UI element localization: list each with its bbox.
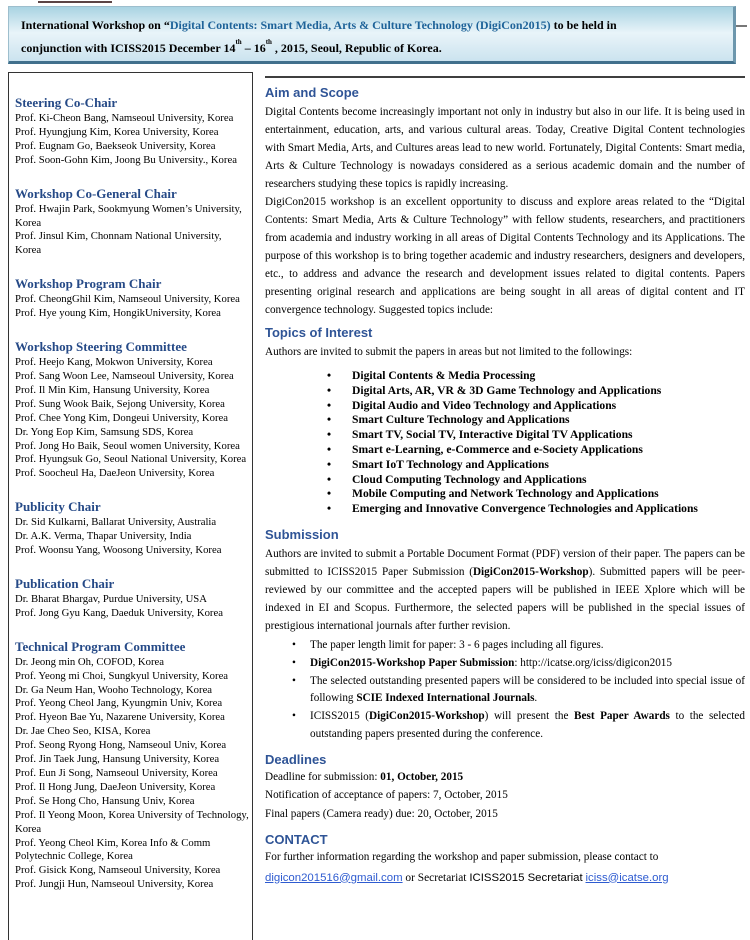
contact-heading: CONTACT <box>265 831 328 847</box>
committee-member: Prof. Eun Ji Song, Namseoul University, Korea <box>15 767 218 779</box>
topic-label: Emerging and Innovative Convergence Technologies and Applications <box>352 502 698 516</box>
topic-item <box>265 458 745 473</box>
text-run: 01, October, 2015 <box>380 770 464 783</box>
text-run: conjunction with ICISS2015 December 14 <box>21 41 236 55</box>
topic-item <box>265 399 745 414</box>
committee-members <box>15 203 250 259</box>
topic-item <box>265 428 745 443</box>
topics-intro: Authors are invited to submit the papers in areas but not limited to the followings: <box>265 346 633 358</box>
committee-section <box>15 185 250 259</box>
committee-section <box>15 275 250 321</box>
topic-label: Smart Culture Technology and Applications <box>352 413 570 427</box>
text-run: ) will present the <box>484 710 575 723</box>
page-edge-artifact <box>38 1 112 3</box>
committee-member: Prof. Se Hong Cho, Hansung Univ, Korea <box>15 794 195 807</box>
text-run: Final papers (Camera ready) due: 20, October, 2015 <box>265 807 498 820</box>
committee-members <box>15 656 250 892</box>
committee-heading: Steering Co-Chair <box>15 95 118 110</box>
bullet-icon: • <box>327 428 332 442</box>
aim-paragraph-1: Digital Contents become increasingly important not only in industry but also in our life. It is being used in entertainment, education, arts, and various cultural areas. Today, Creative Digital Content technologies with Smart Media, Arts, and Cultures areas lead to new world. Fortunately, Digital Contents: Smart media, Arts & Culture Technology is nowadays considered as a serious academic domain and the number of researchers studying these topics is rapidly increasing. <box>265 106 745 190</box>
committee-member: Prof. Ki-Cheon Bang, Namseoul University, Korea <box>15 112 234 124</box>
banner-title <box>21 15 725 58</box>
text-run: DigiCon2015-Workshop Paper Submission <box>310 656 515 669</box>
text-run: ). Submitted papers will be peer-reviewed by our committee and the accepted papers will be published in IEEE Xplore which will be indexed in EI and Scopus. Furthermore, the selected papers will be published in the special issues of prestigious international journals after further revision. <box>265 565 745 632</box>
committee-member: Dr. Jeong min Oh, COFOD, Korea <box>15 655 165 668</box>
committee-member: Prof. Hyungjung Kim, Korea University, Korea <box>15 125 219 138</box>
topic-item <box>265 443 745 458</box>
bullet-icon: • <box>327 502 332 516</box>
committee-section <box>15 94 250 168</box>
committee-heading: Workshop Program Chair <box>15 276 162 292</box>
bullet-icon: • <box>292 638 296 651</box>
committee-member: Prof. Chee Yong Kim, Dongeui University, Korea <box>15 411 229 424</box>
committee-members <box>15 112 250 168</box>
committee-member: Prof. Hye young Kim, HongikUniversity, Korea <box>15 307 221 320</box>
committee-member: Dr. Sid Kulkarni, Ballarat University, Australia <box>15 516 217 529</box>
bullet-icon: • <box>327 472 332 486</box>
topics-list <box>265 369 745 517</box>
text-run: The selected outstanding presented papers will be considered to be included into special issue of following <box>310 674 745 705</box>
topic-label: Digital Arts, AR, VR & 3D Game Technology and Applications <box>352 383 662 397</box>
gmail-link[interactable]: digicon201516@gmail.com <box>265 871 403 884</box>
text-run: Authors are invited to submit a Portable Document Format (PDF) version of their paper. The papers can be submitted to ICISS2015 Paper Submission ( <box>265 547 745 578</box>
topic-label: Smart TV, Social TV, Interactive Digital TV Applications <box>352 428 633 442</box>
deadline-submission <box>265 768 745 787</box>
submission-bullet-text <box>310 655 745 673</box>
committee-member: Prof. Hwajin Park, Sookmyung Women’s University, Korea <box>15 202 242 229</box>
committee-members <box>15 356 250 481</box>
contact-links-line <box>265 869 745 888</box>
bullet-icon: • <box>327 398 332 412</box>
bullet-icon: • <box>327 383 332 397</box>
main-content <box>265 70 745 940</box>
workshop-banner <box>8 6 736 64</box>
text-run: SCIE Indexed International Journals <box>356 692 535 705</box>
aim-and-scope-heading: Aim and Scope <box>265 85 359 100</box>
text-run: Notification of acceptance of papers: 7, October, 2015 <box>265 789 508 802</box>
submission-paragraph <box>265 545 745 635</box>
committee-member: Prof. Woonsu Yang, Woosong University, Korea <box>15 544 222 557</box>
committee-member: Prof. Jungji Hun, Namseoul University, Korea <box>15 878 214 891</box>
committee-member: Prof. CheongGhil Kim, Namseoul University, Korea <box>15 293 240 306</box>
banner-edge-tick <box>736 25 747 27</box>
text-run: th <box>265 37 272 46</box>
committee-section <box>15 638 250 892</box>
text-run: DigiCon2015-Workshop <box>369 710 485 723</box>
committee-heading: Publicity Chair <box>15 499 101 515</box>
committee-heading: Technical Program Committee <box>15 638 186 654</box>
topic-item <box>265 413 745 428</box>
bullet-icon: • <box>327 487 332 501</box>
committee-member: Prof. Sung Wook Baik, Sejong University, Korea <box>15 397 225 410</box>
text-run: : http://icatse.org/iciss/digicon2015 <box>514 656 672 669</box>
committee-member: Prof. Eugnam Go, Baekseok University, Korea <box>15 139 216 152</box>
committee-member: Prof. Il Min Kim, Hansung University, Korea <box>15 383 210 396</box>
committee-member: Prof. Yeong mi Choi, Sungkyul University, Korea <box>15 669 229 682</box>
text-run: , 2015, Seoul, Republic of Korea. <box>271 41 442 55</box>
committee-member: Prof. Jong Gyu Kang, Daeduk University, Korea <box>15 606 223 619</box>
topic-item <box>265 473 745 488</box>
topic-item <box>265 384 745 399</box>
committee-heading: Publication Chair <box>15 575 115 591</box>
topic-item <box>265 487 745 502</box>
committee-member: Dr. Jae Cheo Seo, KISA, Korea <box>15 725 151 738</box>
bullet-icon: • <box>292 656 296 669</box>
committee-member: Prof. Jong Ho Baik, Seoul women University, Korea <box>15 439 240 452</box>
committee-member: Prof. Jin Taek Jung, Hansung University, Korea <box>15 753 220 766</box>
committee-section <box>15 498 250 558</box>
committees-sidebar <box>8 72 253 940</box>
committee-member: Prof. Il Yeong Moon, Korea University of Technology, Korea <box>15 808 249 835</box>
committee-section <box>15 338 250 481</box>
topic-label: Smart IoT Technology and Applications <box>352 457 549 471</box>
committee-member: Prof. Soon-Gohn Kim, Joong Bu University., Korea <box>15 153 237 166</box>
submission-bullet-text <box>310 637 745 655</box>
text-run: th <box>235 37 242 46</box>
committee-member: Dr. A.K. Verma, Thapar University, India <box>15 530 192 543</box>
submission-bullet <box>265 673 745 709</box>
submission-bullet <box>265 637 745 655</box>
text-run: Best Paper Awards <box>574 710 670 723</box>
committee-member: Prof. Jinsul Kim, Chonnam National University, Korea <box>15 230 222 257</box>
topic-item <box>265 502 745 517</box>
text-run: – 16 <box>241 41 266 55</box>
deadlines-heading: Deadlines <box>265 751 327 767</box>
committee-member: Dr. Yong Eop Kim, Samsung SDS, Korea <box>15 425 194 438</box>
text-run: Deadline for submission: <box>265 770 381 783</box>
bullet-icon: • <box>292 674 296 687</box>
committee-member: Prof. Il Hong Jung, DaeJeon University, Korea <box>15 780 216 793</box>
committee-member: Prof. Gisick Kong, Namseoul University, Korea <box>15 864 221 877</box>
text-run: to the selected outstanding papers presented during the conference. <box>310 710 745 740</box>
committee-members <box>15 593 250 621</box>
topic-item <box>265 369 745 384</box>
bullet-icon: • <box>327 457 332 471</box>
deadline-camera-ready <box>265 805 745 824</box>
topic-label: Digital Audio and Video Technology and Applications <box>352 398 617 412</box>
submission-bullet-text <box>310 673 745 709</box>
topics-heading: Topics of Interest <box>265 325 373 340</box>
topic-label: Cloud Computing Technology and Applications <box>352 472 587 486</box>
text-run: The paper length limit for paper: 3 - 6 pages including all figures. <box>310 638 604 651</box>
secretariat-label: ICISS2015 Secretariat <box>469 871 583 884</box>
aim-paragraph-2: DigiCon2015 workshop is an excellent opportunity to discuss and explore areas related to the “Digital Contents: Smart Media, Arts & Culture Technology” with fellow students, researchers, and practitioners from academia and industry working in all areas of Digital Contents Technology and its Applications. The purpose of this workshop is to bring together academic and industry researchers, designers and developers, etc., to address and advance the research and development issues related to digital contents. Papers presenting original research and applications are being sought in all areas of digital content and IT convergence technology. Suggested topics include: <box>265 196 745 316</box>
committee-member: Prof. Soocheul Ha, DaeJeon University, Korea <box>15 467 215 480</box>
text-run: . <box>534 692 538 705</box>
submission-bullet <box>265 655 745 673</box>
submission-heading: Submission <box>265 526 339 542</box>
committee-member: Dr. Ga Neum Han, Wooho Technology, Korea <box>15 683 213 696</box>
committee-member: Prof. Yeong Cheol Kim, Korea Info & Comm Polytechnic College, Korea <box>15 836 211 863</box>
text-run: or Secretariat <box>402 871 470 884</box>
text-run: ICISS2015 ( <box>310 710 370 723</box>
text-run: Digital Contents: Smart Media, Arts & Culture Technology (DigiCon2015) <box>169 18 551 32</box>
bullet-icon: • <box>327 369 332 382</box>
submission-bullet-text <box>310 708 745 744</box>
committee-member: Prof. Hyungsuk Go, Seoul National University, Korea <box>15 453 247 466</box>
committee-members <box>15 516 250 558</box>
committee-member: Prof. Hyeon Bae Yu, Nazarene University, Korea <box>15 711 225 724</box>
contact-intro: For further information regarding the workshop and paper submission, please contact to <box>265 850 659 863</box>
bullet-icon: • <box>292 710 296 723</box>
topic-label: Smart e-Learning, e-Commerce and e-Society Applications <box>352 442 643 456</box>
committee-member: Prof. Seong Ryong Hong, Namseoul Univ, Korea <box>15 739 227 752</box>
committee-section <box>15 575 250 621</box>
bullet-icon: • <box>327 442 332 456</box>
text-run: to be held in <box>550 18 617 32</box>
committee-member: Dr. Bharat Bhargav, Purdue University, USA <box>15 592 207 605</box>
text-run: DigiCon2015-Workshop <box>472 565 589 578</box>
committee-member: Prof. Sang Woon Lee, Namseoul University, Korea <box>15 369 234 382</box>
topic-label: Digital Contents & Media Processing <box>352 369 536 382</box>
top-divider <box>265 76 745 78</box>
committee-members <box>15 293 250 321</box>
committee-heading: Workshop Co-General Chair <box>15 185 177 201</box>
topic-label: Mobile Computing and Network Technology and Applications <box>352 487 659 501</box>
bullet-icon: • <box>327 413 332 427</box>
submission-bullet <box>265 708 745 744</box>
submission-bullets <box>265 637 745 744</box>
iciss-email-link[interactable]: iciss@icatse.org <box>585 871 669 884</box>
committee-heading: Workshop Steering Committee <box>15 339 187 355</box>
committee-member: Prof. Yeong Cheol Jang, Kyungmin Univ, Korea <box>15 697 223 710</box>
text-run: International Workshop on “ <box>21 18 170 32</box>
deadline-notification <box>265 786 745 805</box>
committee-member: Prof. Heejo Kang, Mokwon University, Korea <box>15 356 213 369</box>
